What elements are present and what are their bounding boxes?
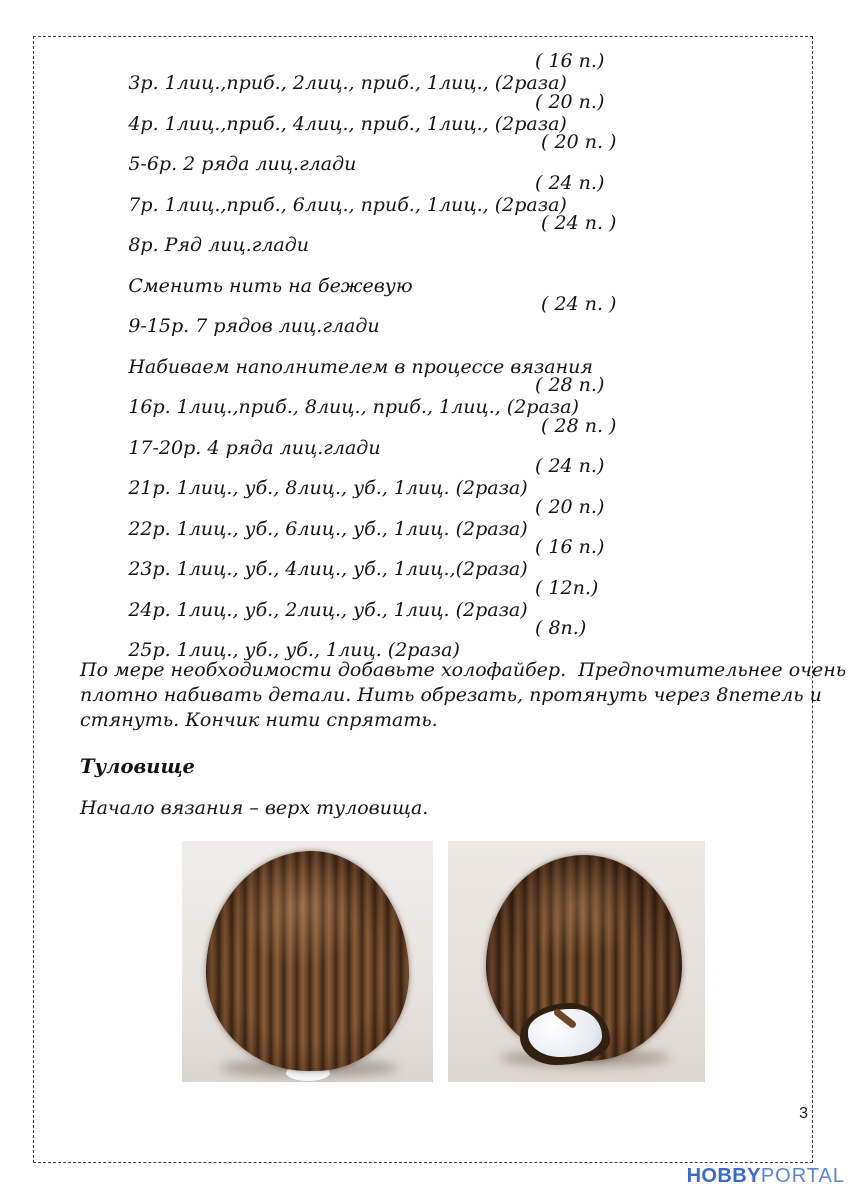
instruction-row <box>80 617 794 661</box>
instruction-text: 16р. 1лиц.,приб., 8лиц., приб., 1лиц., (2раза) <box>128 396 579 418</box>
instruction-text: 7р. 1лиц.,приб., 6лиц., приб., 1лиц., (2раза) <box>128 193 567 216</box>
instruction-row <box>80 536 794 580</box>
section-heading: Туловище <box>80 754 195 778</box>
page-number: 3 <box>799 1105 808 1122</box>
page-content <box>80 50 847 1082</box>
instruction-row <box>80 374 794 418</box>
paragraph-line: По мере необходимости добавьте холофайбер. Предпочтительнее очень <box>80 658 847 681</box>
note-paragraph <box>80 658 847 733</box>
instruction-text: 22р. 1лиц., уб., 6лиц., уб., 1лиц. (2раза) <box>128 517 528 540</box>
photo-knitted-ball-bottom-view <box>448 841 705 1082</box>
stitch-count: ( 24 п. ) <box>535 212 617 234</box>
stitch-count: ( 8п.) <box>535 617 587 639</box>
instruction-row <box>80 50 794 94</box>
photo-row <box>182 841 794 1082</box>
paragraph-line: стянуть. Кончик нити спрятать. <box>80 708 438 731</box>
instruction-row <box>80 171 794 216</box>
instruction-row <box>80 414 794 459</box>
stitch-count: ( 20 п. ) <box>535 131 617 153</box>
logo-portal: PORTAL <box>760 1165 845 1187</box>
stitch-count: ( 16 п.) <box>535 50 605 72</box>
instruction-text: 21р. 1лиц., уб., 8лиц., уб., 1лиц. (2раза) <box>128 477 528 499</box>
knitted-ball <box>206 851 409 1071</box>
stitch-count: ( 20 п.) <box>535 495 605 518</box>
instruction-list <box>80 50 794 661</box>
instruction-row <box>80 131 794 175</box>
stitch-count: ( 24 п.) <box>535 455 605 477</box>
instruction-row <box>80 576 794 621</box>
instruction-text: 3р. 1лиц.,приб., 2лиц., приб., 1лиц., (2раза) <box>128 72 567 94</box>
logo-hobby: HOBBY <box>686 1165 761 1187</box>
instruction-text: Сменить нить на бежевую <box>128 274 413 297</box>
instruction-text: 5-6р. 2 ряда лиц.глади <box>128 153 357 175</box>
stitch-count: ( 16 п.) <box>535 536 605 558</box>
instruction-row <box>80 495 794 540</box>
instruction-text: 24р. 1лиц., уб., 2лиц., уб., 1лиц. (2раза) <box>128 598 528 621</box>
instruction-row <box>80 455 794 499</box>
instruction-text: 25р. 1лиц., уб., уб., 1лиц. (2раза) <box>128 639 460 661</box>
instruction-row <box>80 253 794 297</box>
instruction-text: 17-20р. 4 ряда лиц.глади <box>128 436 381 459</box>
instruction-row <box>80 334 794 378</box>
instruction-text: 23р. 1лиц., уб., 4лиц., уб., 1лиц.,(2раза) <box>128 558 528 580</box>
stitch-count: ( 28 п. ) <box>535 414 617 437</box>
hobbyportal-logo <box>687 1165 845 1188</box>
subheading-note: Начало вязания – верх туловища. <box>80 796 429 819</box>
stitch-count: ( 20 п.) <box>535 90 605 113</box>
instruction-text: Набиваем наполнителем в процессе вязания <box>128 355 593 378</box>
instruction-row <box>80 293 794 337</box>
instruction-row <box>80 212 794 256</box>
instruction-row <box>80 90 794 135</box>
stitch-count: ( 24 п. ) <box>535 293 617 315</box>
stitch-count: ( 28 п.) <box>535 374 605 396</box>
stitch-count: ( 24 п.) <box>535 171 605 194</box>
instruction-text: 8р. Ряд лиц.глади <box>128 234 310 256</box>
instruction-text: 4р. 1лиц.,приб., 4лиц., приб., 1лиц., (2раза) <box>128 112 567 135</box>
photo-knitted-ball-top-view <box>182 841 433 1082</box>
instruction-text: 9-15р. 7 рядов лиц.глади <box>128 315 380 337</box>
paragraph-line: плотно набивать детали. Нить обрезать, протянуть через 8петель и <box>80 683 822 706</box>
stitch-count: ( 12п.) <box>535 576 599 599</box>
